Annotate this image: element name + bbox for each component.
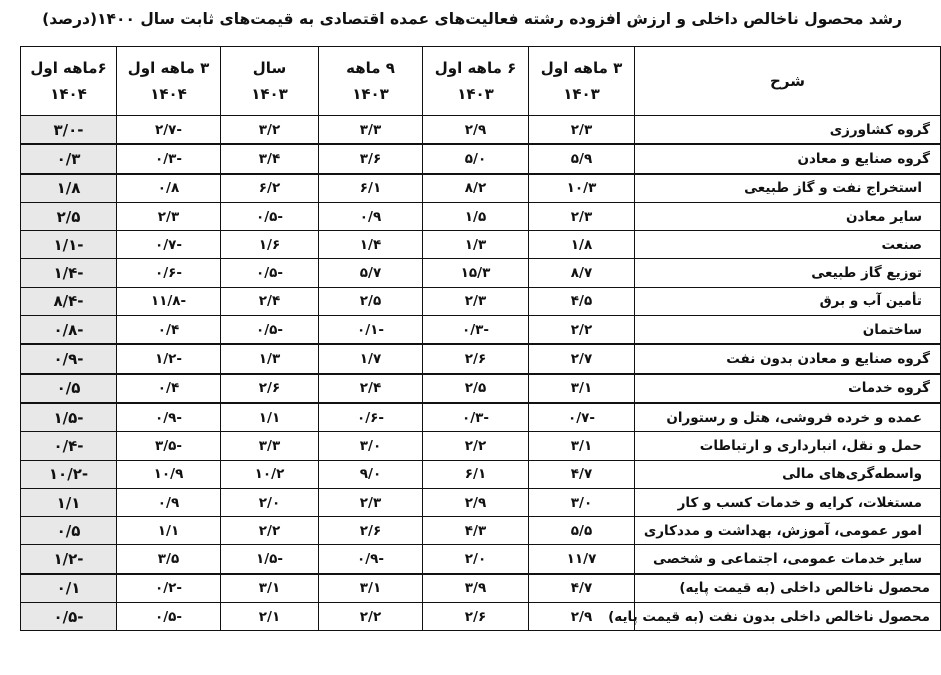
value-cell: -۰/۲ (117, 574, 221, 603)
value-cell: -۰/۱ (319, 316, 423, 345)
value-cell: -۱۱/۸ (117, 287, 221, 315)
value-cell: ۱۰/۲ (221, 460, 319, 488)
table-row (21, 603, 941, 631)
value-cell: ۳/۹ (423, 574, 529, 603)
value-cell: ۰/۸ (117, 174, 221, 203)
value-cell: -۰/۹ (21, 344, 117, 373)
value-cell: ۲/۶ (423, 344, 529, 373)
row-label: محصول ناخالص داخلی (به قیمت پایه) (635, 574, 941, 603)
value-cell: ۱/۱ (221, 403, 319, 432)
header-line2: ۱۴۰۳ (352, 85, 389, 103)
value-cell: -۰/۶ (117, 259, 221, 287)
value-cell: ۱۰/۹ (117, 460, 221, 488)
row-label: محصول ناخالص داخلی بدون نفت (به قیمت پایه) (635, 603, 941, 631)
header-line2: ۱۴۰۳ (251, 85, 288, 103)
row-label: ساختمان (635, 316, 941, 345)
value-cell: ۱/۷ (319, 344, 423, 373)
value-cell: ۱/۸ (21, 174, 117, 203)
value-cell: ۲/۵ (319, 287, 423, 315)
value-cell: ۲/۳ (529, 202, 635, 230)
header-line2: ۱۴۰۴ (150, 85, 187, 103)
value-cell: ۰/۴ (117, 316, 221, 345)
table-row (21, 374, 941, 403)
value-cell: ۲/۲ (221, 517, 319, 545)
value-cell: -۰/۵ (21, 603, 117, 631)
value-cell: -۰/۷ (529, 403, 635, 432)
table-row (21, 460, 941, 488)
header-line2: ۱۴۰۳ (563, 85, 600, 103)
gdp-growth-table (20, 46, 941, 631)
value-cell: ۲/۳ (319, 488, 423, 516)
value-cell: -۰/۳ (423, 316, 529, 345)
table-row (21, 517, 941, 545)
row-label: سایر خدمات عمومی، اجتماعی و شخصی (635, 545, 941, 574)
value-cell: -۰/۹ (319, 545, 423, 574)
value-cell: ۵/۹ (529, 144, 635, 173)
row-label: گروه صنایع و معادن (635, 144, 941, 173)
value-cell: ۲/۲ (319, 603, 423, 631)
value-cell: ۵/۵ (529, 517, 635, 545)
value-cell: ۲/۵ (21, 202, 117, 230)
value-cell: -۰/۹ (117, 403, 221, 432)
value-cell: ۴/۳ (423, 517, 529, 545)
value-cell: ۱۵/۳ (423, 259, 529, 287)
table-row (21, 174, 941, 203)
row-label: توزیع گاز طبیعی (635, 259, 941, 287)
value-cell: ۱۱/۷ (529, 545, 635, 574)
value-cell: ۱/۵ (423, 202, 529, 230)
value-cell: ۲/۶ (319, 517, 423, 545)
table-title: رشد محصول ناخالص داخلی و ارزش افزوده رشته فعالیت‌های عمده اقتصادی به قیمت‌های ثابت سال ۱۴۰۰(درصد) (42, 10, 902, 28)
value-cell: ۲/۳ (117, 202, 221, 230)
header-row (21, 47, 941, 116)
value-cell: ۲/۶ (423, 603, 529, 631)
header-line1: سال (252, 59, 287, 77)
table-row (21, 488, 941, 516)
value-cell: -۱/۵ (221, 545, 319, 574)
value-cell: -۱/۵ (21, 403, 117, 432)
value-cell: -۳/۰ (21, 116, 117, 145)
value-cell: ۳/۶ (319, 144, 423, 173)
value-cell: ۱/۸ (529, 231, 635, 259)
header-col (21, 47, 117, 116)
value-cell: -۰/۳ (117, 144, 221, 173)
value-cell: ۳/۴ (221, 144, 319, 173)
value-cell: ۲/۴ (319, 374, 423, 403)
value-cell: -۱/۱ (21, 231, 117, 259)
value-cell: ۳/۱ (221, 574, 319, 603)
value-cell: ۶/۲ (221, 174, 319, 203)
header-line1: ۹ ماهه (346, 59, 395, 77)
value-cell: ۳/۵ (117, 545, 221, 574)
value-cell: ۲/۹ (423, 488, 529, 516)
value-cell: -۰/۳ (423, 403, 529, 432)
table-row (21, 259, 941, 287)
row-label: استخراج نفت و گاز طبیعی (635, 174, 941, 203)
value-cell: -۰/۵ (221, 259, 319, 287)
table-row (21, 116, 941, 145)
value-cell: ۰/۱ (21, 574, 117, 603)
value-cell: ۲/۳ (529, 116, 635, 145)
header-line2: ۱۴۰۳ (457, 85, 494, 103)
value-cell: ۳/۱ (319, 574, 423, 603)
value-cell: -۰/۷ (117, 231, 221, 259)
row-label: گروه صنایع و معادن بدون نفت (635, 344, 941, 373)
table-row (21, 287, 941, 315)
value-cell: ۸/۲ (423, 174, 529, 203)
value-cell: ۰/۴ (117, 374, 221, 403)
value-cell: ۱/۳ (423, 231, 529, 259)
value-cell: ۱/۳ (221, 344, 319, 373)
row-label: امور عمومی، آموزش، بهداشت و مددکاری (635, 517, 941, 545)
value-cell: ۲/۰ (423, 545, 529, 574)
value-cell: ۰/۵ (21, 517, 117, 545)
value-cell: -۱/۴ (21, 259, 117, 287)
row-label: حمل و نقل، انبارداری و ارتباطات (635, 432, 941, 460)
value-cell: ۲/۲ (423, 432, 529, 460)
value-cell: -۰/۵ (221, 202, 319, 230)
value-cell: ۶/۱ (319, 174, 423, 203)
table-row (21, 231, 941, 259)
value-cell: ۲/۲ (529, 316, 635, 345)
value-cell: -۰/۵ (117, 603, 221, 631)
header-col (423, 47, 529, 116)
value-cell: ۶/۱ (423, 460, 529, 488)
value-cell: ۲/۷ (529, 344, 635, 373)
value-cell: ۱/۴ (319, 231, 423, 259)
value-cell: -۱۰/۲ (21, 460, 117, 488)
value-cell: ۲/۴ (221, 287, 319, 315)
header-col (529, 47, 635, 116)
value-cell: -۰/۸ (21, 316, 117, 345)
header-col (117, 47, 221, 116)
value-cell: ۳/۰ (319, 432, 423, 460)
header-col (221, 47, 319, 116)
value-cell: ۳/۲ (221, 116, 319, 145)
value-cell: ۵/۷ (319, 259, 423, 287)
value-cell: ۰/۵ (21, 374, 117, 403)
value-cell: ۳/۳ (221, 432, 319, 460)
value-cell: ۳/۱ (529, 432, 635, 460)
row-label: واسطه‌گری‌های مالی (635, 460, 941, 488)
header-description: شرح (635, 47, 941, 116)
value-cell: ۱۰/۳ (529, 174, 635, 203)
value-cell: -۰/۵ (221, 316, 319, 345)
value-cell: ۳/۳ (319, 116, 423, 145)
value-cell: -۱/۲ (21, 545, 117, 574)
value-cell: ۲/۹ (529, 603, 635, 631)
row-label: صنعت (635, 231, 941, 259)
table-row (21, 545, 941, 574)
value-cell: -۳/۵ (117, 432, 221, 460)
value-cell: ۴/۵ (529, 287, 635, 315)
value-cell: ۵/۰ (423, 144, 529, 173)
value-cell: -۸/۴ (21, 287, 117, 315)
value-cell: -۰/۴ (21, 432, 117, 460)
value-cell: ۹/۰ (319, 460, 423, 488)
value-cell: ۱/۱ (21, 488, 117, 516)
value-cell: ۲/۹ (423, 116, 529, 145)
value-cell: ۲/۱ (221, 603, 319, 631)
value-cell: ۲/۵ (423, 374, 529, 403)
header-line1: ۶ماهه اول (30, 59, 107, 77)
header-line1: ۶ ماهه اول (434, 59, 517, 77)
value-cell: ۲/۶ (221, 374, 319, 403)
value-cell: ۴/۷ (529, 460, 635, 488)
row-label: تأمین آب و برق (635, 287, 941, 315)
value-cell: ۰/۹ (319, 202, 423, 230)
value-cell: ۴/۷ (529, 574, 635, 603)
value-cell: ۰/۳ (21, 144, 117, 173)
table-row (21, 432, 941, 460)
value-cell: ۲/۳ (423, 287, 529, 315)
row-label: مستغلات، کرایه و خدمات کسب و کار (635, 488, 941, 516)
value-cell: ۳/۱ (529, 374, 635, 403)
value-cell: -۲/۷ (117, 116, 221, 145)
row-label: گروه خدمات (635, 374, 941, 403)
table-row (21, 144, 941, 173)
value-cell: ۳/۰ (529, 488, 635, 516)
value-cell: -۰/۶ (319, 403, 423, 432)
value-cell: ۱/۱ (117, 517, 221, 545)
value-cell: -۱/۲ (117, 344, 221, 373)
row-label: سایر معادن (635, 202, 941, 230)
table-body (21, 116, 941, 631)
header-line1: ۳ ماهه اول (540, 59, 623, 77)
value-cell: ۲/۰ (221, 488, 319, 516)
header-col (319, 47, 423, 116)
value-cell: ۱/۶ (221, 231, 319, 259)
table-row (21, 316, 941, 345)
table-row (21, 574, 941, 603)
row-label: گروه کشاورزی (635, 116, 941, 145)
table-row (21, 202, 941, 230)
value-cell: ۸/۷ (529, 259, 635, 287)
row-label: عمده و خرده فروشی، هتل و رستوران (635, 403, 941, 432)
header-line1: ۳ ماهه اول (127, 59, 210, 77)
table-row (21, 403, 941, 432)
header-line2: ۱۴۰۴ (50, 85, 87, 103)
value-cell: ۰/۹ (117, 488, 221, 516)
table-row (21, 344, 941, 373)
